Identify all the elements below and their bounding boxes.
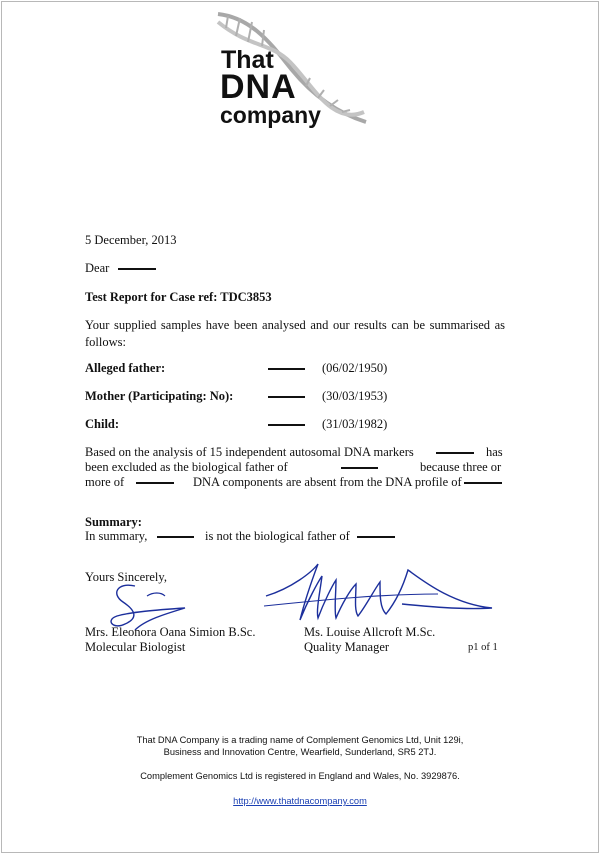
redaction-bar xyxy=(436,452,474,454)
participant-dob: (30/03/1953) xyxy=(322,389,388,403)
participant-dob: (06/02/1950) xyxy=(322,361,388,375)
redaction-bar xyxy=(268,396,305,398)
company-logo xyxy=(214,8,374,130)
redaction-bar xyxy=(136,482,174,484)
salutation xyxy=(85,260,156,277)
signature-right xyxy=(262,560,502,630)
analysis-line-3: more of xyxy=(85,475,125,489)
logo-line-that: That xyxy=(221,46,274,74)
footer-line: That DNA Company is a trading name of Complement Genomics Ltd, Unit 129i, xyxy=(136,735,464,745)
redaction-bar xyxy=(341,467,378,469)
participant-label: Child: xyxy=(85,417,120,431)
redaction-bar xyxy=(268,424,305,426)
analysis-line-3-end: DNA components are absent from the DNA profile of xyxy=(193,475,462,489)
analysis-line-2-end: because three or xyxy=(420,460,502,474)
footer-link-row xyxy=(0,796,600,806)
website-link[interactable]: http://www.thatdnacompany.com xyxy=(233,796,367,806)
summary-heading: Summary: xyxy=(85,515,142,529)
redaction-bar xyxy=(357,536,395,538)
signatory-name: Ms. Louise Allcroft M.Sc. xyxy=(304,625,436,639)
logo-line-dna: DNA xyxy=(220,68,297,106)
summary-text-end: is not the biological father of xyxy=(205,529,350,543)
signatory-name: Mrs. Eleonora Oana Simion B.Sc. xyxy=(85,625,256,639)
intro-paragraph: Your supplied samples have been analysed and our results can be summarised as follows: xyxy=(85,318,505,349)
report-subject: Test Report for Case ref: TDC3853 xyxy=(85,290,272,304)
analysis-line-2: been excluded as the biological father of xyxy=(85,460,288,474)
redaction-bar xyxy=(118,268,156,270)
closing: Yours Sincerely, xyxy=(85,570,167,584)
signatory-title: Quality Manager xyxy=(304,640,390,654)
participant-label: Mother (Participating: No): xyxy=(85,389,234,403)
salutation-text: Dear xyxy=(85,261,110,275)
redaction-bar xyxy=(268,368,305,370)
footer-registration: Complement Genomics Ltd is registered in England and Wales, No. 3929876. xyxy=(140,771,460,781)
page-number: p1 of 1 xyxy=(468,642,498,653)
redaction-bar xyxy=(464,482,502,484)
participant-dob: (31/03/1982) xyxy=(322,417,388,431)
redaction-bar xyxy=(157,536,194,538)
logo-line-company: company xyxy=(220,102,321,128)
letter-date: 5 December, 2013 xyxy=(85,233,177,247)
summary-text-start: In summary, xyxy=(85,529,148,543)
footer-line: Business and Innovation Centre, Wearfield, Sunderland, SR5 2TJ. xyxy=(163,747,437,757)
analysis-line-1-end: has xyxy=(486,445,503,459)
participant-label: Alleged father: xyxy=(85,361,166,375)
analysis-line-1: Based on the analysis of 15 independent autosomal DNA markers xyxy=(85,445,414,459)
signatory-title: Molecular Biologist xyxy=(85,640,186,654)
